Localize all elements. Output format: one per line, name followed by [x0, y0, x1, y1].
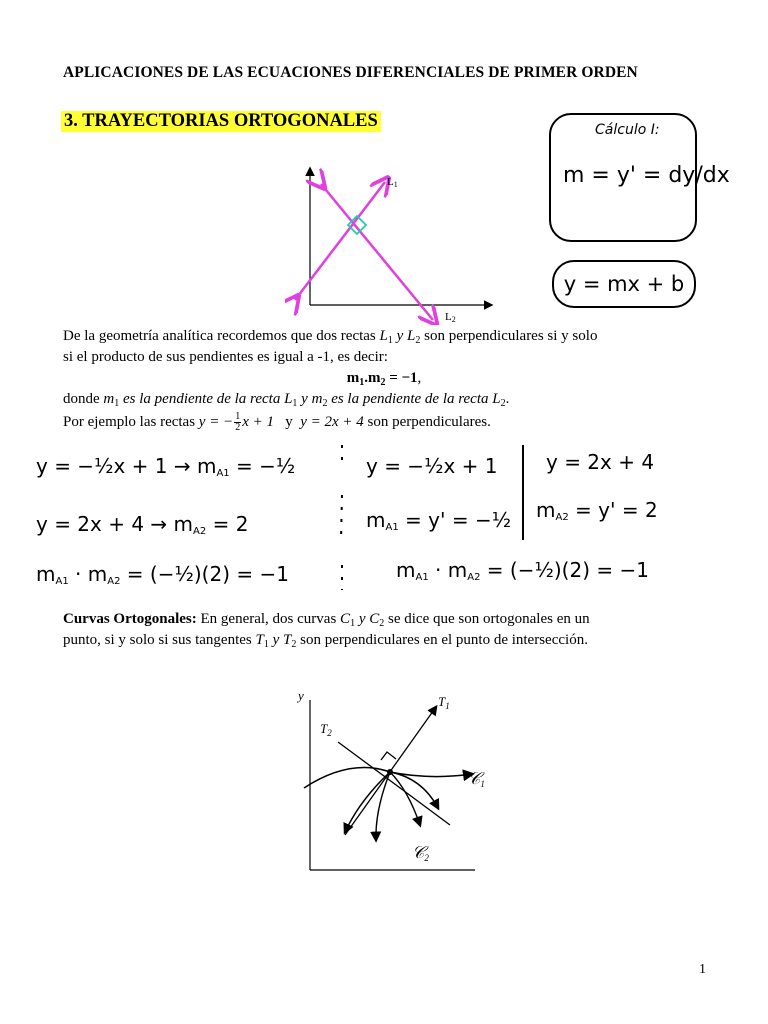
hw-row1-col2: y = −½x + 1 — [366, 454, 498, 478]
note-title: Cálculo I: — [595, 122, 660, 138]
curve-c2-c — [390, 772, 420, 825]
c1-label: 𝒞1 — [468, 769, 485, 789]
hw-dividers — [36, 440, 736, 600]
svg-text:L1: L1 — [387, 176, 398, 189]
example-line: Por ejemplo las rectas y = − $\frac{1}{2}$ x + 1 y y = 2x + 4 son perpendiculares. — [63, 411, 491, 434]
hw-row2-col2: $m_{A1} = y'$ = −½ — [366, 508, 512, 533]
orthogonal-curves-line-2: punto, si y solo si sus tangentes $T_1$ y $T_2$ son perpendiculares en el punto de intersección. — [63, 632, 588, 650]
hw-row3-col2: $m_{A1} \cdot m_{A2}$ = (−½)(2) = −1 — [396, 558, 649, 583]
page-number: 1 — [699, 962, 706, 977]
line-equation-note: y = mx + b — [552, 260, 696, 308]
y-axis-label: y — [298, 688, 304, 703]
svg-text:L2: L2 — [445, 311, 456, 324]
section-title: 3. TRAYECTORIAS ORTOGONALES — [61, 111, 381, 132]
donde-line: donde $m_1$ es la pendiente de la recta $L_1$ y $m_2$ es la pendiente de la recta $L_2$. — [63, 391, 510, 409]
c2-label: 𝒞2 — [412, 843, 429, 863]
hw-row1-col3: y = 2x + 4 — [546, 450, 655, 474]
document-header: APLICACIONES DE LAS ECUACIONES DIFERENCIALES DE PRIMER ORDEN — [63, 64, 638, 81]
right-angle-marker — [381, 752, 396, 760]
orthogonal-curves-line-1: Curvas Ortogonales: En general, dos curvas $C_1$ y $C_2$ se dice que son ortogonales en un — [63, 611, 590, 629]
curve-c2-d — [390, 772, 438, 808]
line-l1 — [295, 182, 385, 300]
hw-row3-col1: $m_{A1} \cdot m_{A2}$ = (−½)(2) = −1 — [36, 562, 289, 587]
hw-row2-col3: $m_{A2} = y' = 2$ — [536, 498, 658, 523]
slope-derivative-formula: m = y' = dy/dx — [563, 163, 730, 188]
intersection-point — [387, 769, 393, 775]
calculus-note-box — [549, 113, 730, 242]
intro-line-1: De la geometría analítica recordemos que dos rectas $L_1$ y $L_2$ son perpendiculares si y solo — [63, 328, 598, 346]
t1-label: $T_1$ — [438, 694, 450, 711]
line-l2 — [321, 184, 433, 320]
hw-row1-col1: y = −½x + $1 \to m_{A1}$ = −½ — [36, 454, 296, 479]
t2-label: $T_2$ — [320, 721, 332, 738]
perpendicular-condition-equation: $m_1.m_2 = -1$, — [346, 370, 422, 388]
handwritten-worked-example — [36, 440, 736, 600]
orthogonal-curves-figure — [290, 680, 500, 880]
tangent-t2 — [338, 742, 450, 825]
perpendicular-lines-figure — [285, 160, 500, 325]
intro-line-2: si el producto de sus pendientes es igual a -1, es decir: — [63, 349, 388, 365]
hw-row2-col1: $y = 2x + 4 \to m_{A2} = 2$ — [36, 512, 249, 537]
